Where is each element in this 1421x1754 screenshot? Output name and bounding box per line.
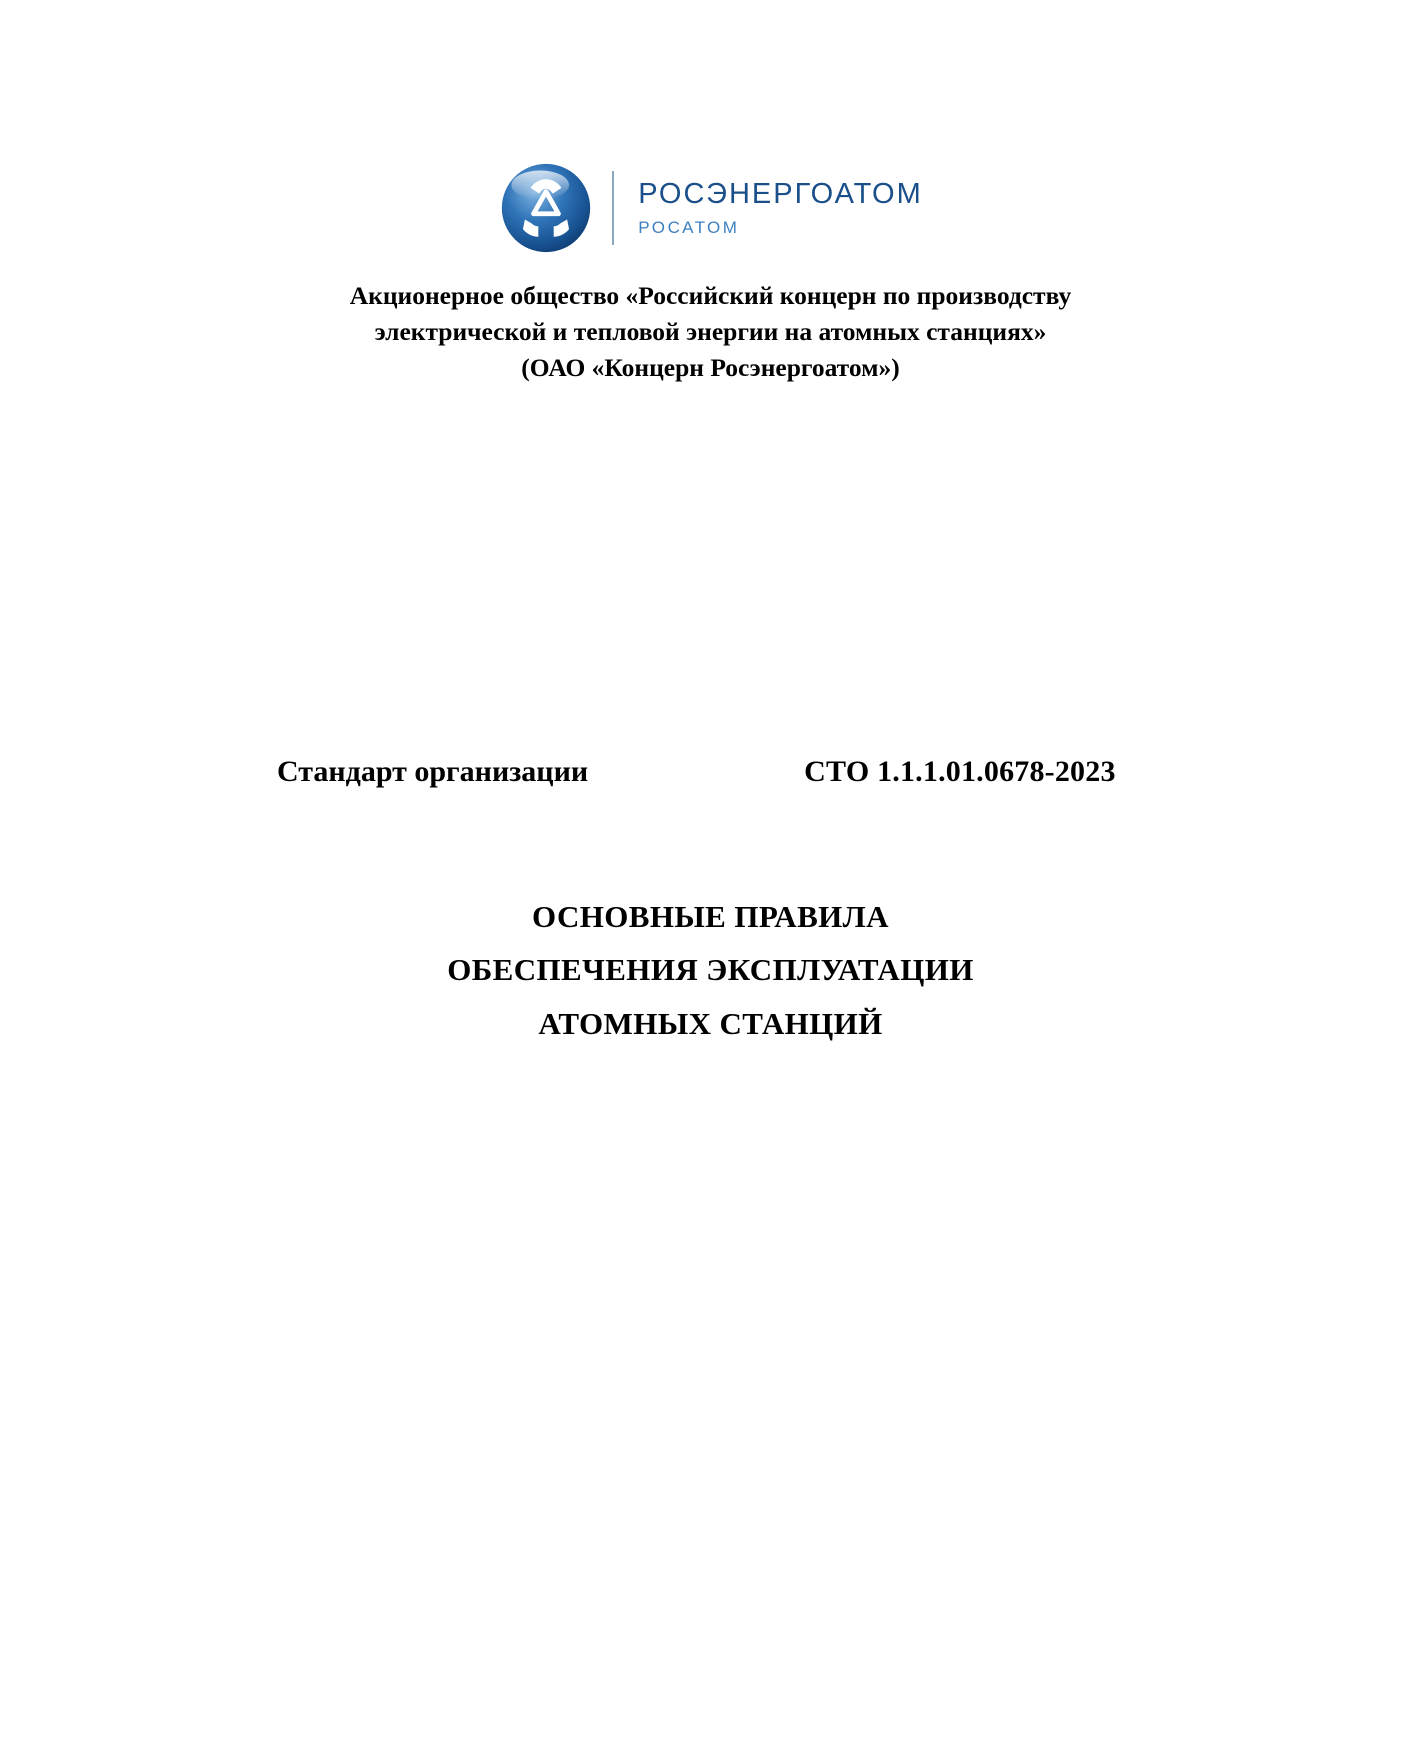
organization-name (0, 278, 1421, 387)
rosatom-trefoil-logo-icon (498, 160, 594, 256)
organization-name-line-3: (ОАО «Концерн Росэнергоатом») (521, 353, 900, 383)
logo-divider (612, 171, 614, 245)
standard-label: Стандарт организации (277, 755, 589, 788)
page-title-line-1: ОСНОВНЫЕ ПРАВИЛА (532, 899, 889, 934)
brand-name-main: РОСЭНЕРГОАТОМ (638, 177, 923, 210)
page-title-line-3: АТОМНЫХ СТАНЦИЙ (538, 1005, 883, 1041)
organization-name-line-1: Акционерное общество «Российский концерн по производству (349, 281, 1072, 310)
page-title-line-2: ОБЕСПЕЧЕНИЯ ЭКСПЛУАТАЦИИ (447, 952, 974, 988)
logo-inner (498, 160, 923, 256)
organization-name-line-2: электрической и тепловой энергии на атомных станциях» (374, 317, 1047, 347)
logo-block (0, 160, 1421, 256)
standard-row (277, 755, 1157, 789)
standard-code: СТО 1.1.1.01.0678-2023 (804, 755, 1116, 788)
page-title (0, 890, 1421, 1050)
logo-wordmark (638, 179, 923, 238)
brand-name-sub: РОСАТОМ (638, 217, 740, 237)
